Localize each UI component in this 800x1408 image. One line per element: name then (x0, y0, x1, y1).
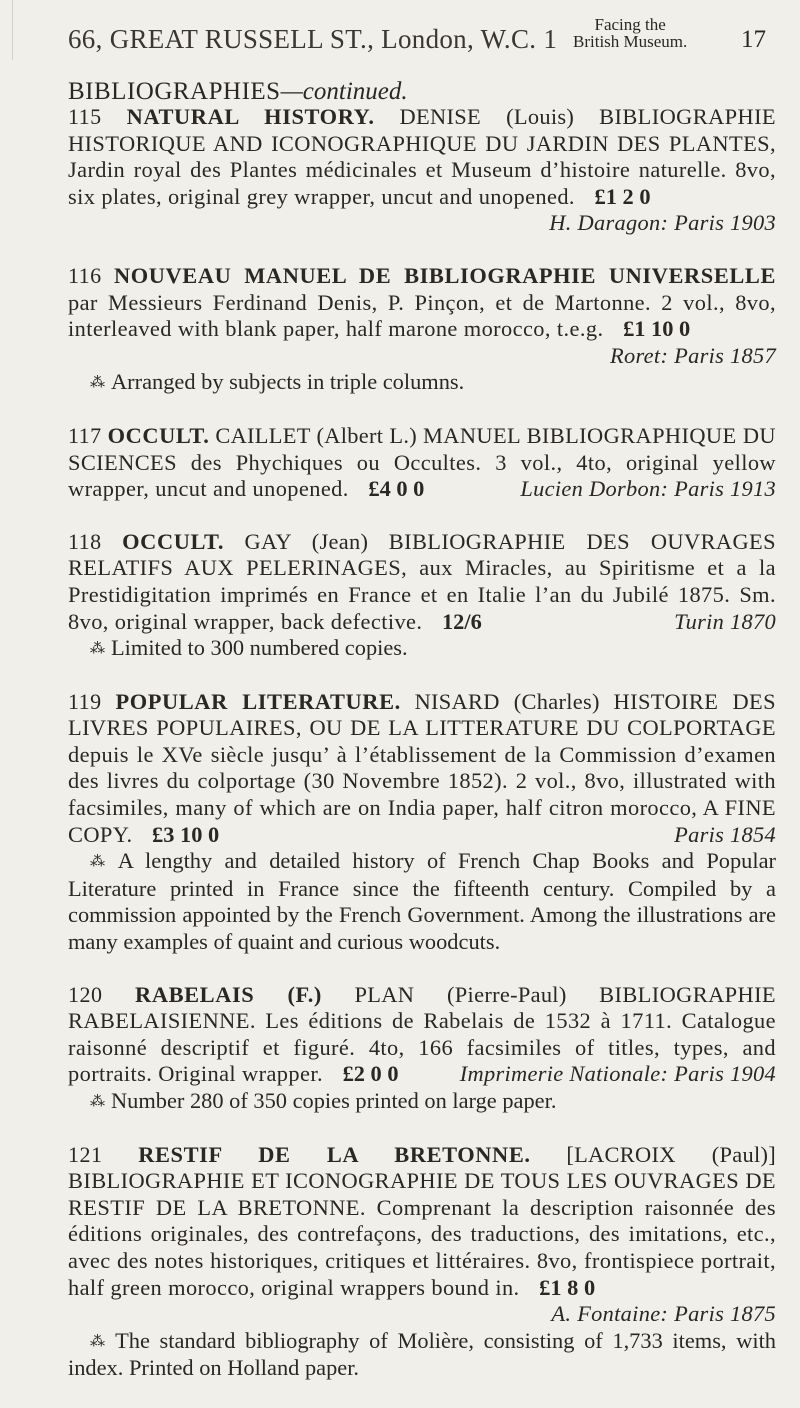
entry-body (68, 262, 776, 368)
entry-note (68, 1328, 776, 1382)
entry-author: PLAN (Pierre-Paul) (354, 981, 567, 1007)
entry-price: £2 0 0 (342, 1061, 399, 1087)
entry-price: £1 2 0 (594, 183, 651, 209)
entry-body (68, 982, 776, 1088)
entry-note (68, 848, 776, 955)
entry-description: par Messieurs Ferdinand Denis, P. Pinçon, et de Martonne. 2 vol., 8vo, interleaved with blank paper, half marone morocco, t.e.g. (68, 289, 776, 342)
entry-body (68, 423, 776, 503)
shop-address: 66, GREAT RUSSELL ST., London, W.C. 1 (68, 24, 558, 54)
asterism-icon: ⁂ (90, 1333, 110, 1350)
catalogue-entry (68, 982, 776, 1116)
entry-note-text: The standard bibliography of Molière, consisting of 1,733 items, with index. Printed on Holland paper. (68, 1327, 777, 1381)
entry-number: 118 (68, 528, 102, 554)
entry-subject: NATURAL HISTORY. (126, 104, 375, 129)
entry-publisher: A. Fontaine: Paris 1875 (551, 1301, 776, 1327)
entry-price: £1 10 0 (623, 316, 691, 342)
facing-line-2: British Museum. (573, 32, 688, 51)
entry-publisher: Turin 1870 (674, 608, 776, 634)
entry-description: BIBLIOGRAPHIE HISTORIQUE AND ICONOGRAPHIQUE DU JARDIN DES PLANTES, Jardin royal des Plantes médicinales et Museum d’histoire naturelle. 8vo, six plates, original grey wrapper, uncut and unopened. (68, 104, 776, 209)
entry-subject: RABELAIS (F.) (135, 981, 322, 1007)
asterism-icon: ⁂ (90, 641, 105, 658)
entry-number: 115 (68, 104, 102, 129)
entry-author: [LACROIX (Paul)] (566, 1141, 776, 1167)
entry-description: MANUEL BIBLIOGRAPHIQUE DU SCIENCES des Phychiques ou Occultes. 3 vol., 4to, original yellow wrapper, uncut and unopened. (68, 422, 776, 502)
entry-publisher: Roret: Paris 1857 (610, 342, 776, 368)
asterism-icon: ⁂ (90, 854, 112, 871)
entry-note-text: Arranged by subjects in triple columns. (111, 369, 465, 395)
catalogue-entry (68, 263, 776, 397)
running-head (68, 78, 408, 106)
running-head-label: BIBLIOGRAPHIES (68, 78, 281, 105)
entry-description: BIBLIOGRAPHIE RABELAISIENNE. Les éditions de Rabelais de 1532 à 1711. Catalogue raisonné descriptif et figuré. 4to, 166 facsimiles of titles, types, and portraits. Original wrapper. (68, 981, 776, 1087)
entry-publisher: H. Daragon: Paris 1903 (549, 210, 776, 236)
asterism-icon: ⁂ (90, 375, 105, 392)
page-edge (0, 0, 13, 60)
page-header (68, 6, 766, 64)
entry-body (68, 689, 776, 849)
entry-body (68, 1141, 776, 1327)
catalogue-entry (68, 423, 776, 503)
entries-list (68, 104, 776, 1408)
entry-note (68, 635, 776, 663)
entry-subject: RESTIF DE LA BRETONNE. (138, 1141, 531, 1167)
entry-author: DENISE (Louis) (399, 104, 575, 129)
entry-description: BIBLIOGRAPHIE ET ICONOGRAPHIE DE TOUS LES OUVRAGES DE RESTIF DE LA BRETONNE. Comprenant la description raisonnée des éditions originales, des contrefaçons, des traductions, des imitations, etc., avec des notes historiques, critiques et littéraires. 8vo, frontispiece portrait, half green morocco, original wrappers bound in. (68, 1168, 776, 1300)
catalogue-entry (68, 529, 776, 663)
entry-subject: POPULAR LITERATURE. (115, 688, 401, 714)
entry-price: £1 8 0 (539, 1274, 596, 1300)
entry-body (68, 529, 776, 635)
entry-publisher: Imprimerie Nationale: Paris 1904 (459, 1061, 776, 1087)
entry-author: GAY (Jean) (244, 528, 369, 554)
catalogue-entry (68, 1142, 776, 1382)
entry-note-text: A lengthy and detailed history of French Chap Books and Popular Literature printed in France since the fifteenth century. Compiled by a commission appointed by the French Government. Among the illustrations are many examples of quaint and curious woodcuts. (68, 848, 776, 955)
entry-note (68, 369, 776, 397)
entry-note-text: Limited to 300 numbered copies. (111, 635, 408, 661)
entry-price: 12/6 (441, 608, 482, 634)
catalogue-entry (68, 104, 776, 237)
entry-number: 121 (68, 1141, 103, 1167)
catalogue-entry (68, 689, 776, 956)
entry-note-text: Number 280 of 350 copies printed on large paper. (111, 1088, 557, 1113)
entry-subject: NOUVEAU MANUEL DE BIBLIOGRAPHIE UNIVERSELLE (113, 262, 776, 288)
entry-price: £3 10 0 (152, 821, 220, 847)
facing-note (573, 16, 687, 50)
entry-description: HISTOIRE DES LIVRES POPULAIRES, OU DE LA LITTERATURE DU COLPORTAGE depuis le XVe siècle jusqu’ à l’établissement de la Commission d’examen des livres du colportage (30 Novembre 1852). 2 vol., 8vo, illustrated with facsimiles, many of which are on India paper, half citron morocco, A FINE COPY. (68, 688, 776, 847)
entry-publisher: Lucien Dorbon: Paris 1913 (520, 476, 776, 502)
entry-author: NISARD (Charles) (414, 688, 600, 714)
entry-author: CAILLET (Albert L.) (215, 422, 418, 448)
page-number: 17 (741, 26, 766, 53)
entry-subject: OCCULT. (107, 422, 210, 448)
entry-price: £4 0 0 (368, 476, 425, 502)
entry-body (68, 104, 776, 236)
running-head-continued: —continued. (280, 78, 408, 105)
entry-publisher: Paris 1854 (674, 821, 776, 847)
entry-description: BIBLIOGRAPHIE DES OUVRAGES RELATIFS AUX PELERINAGES, aux Miracles, au Spiritisme et a la Prestidigitation imprimés en France et en Italie l’an du Jubilé 1875. Sm. 8vo, original wrapper, back defective. (68, 528, 776, 634)
entry-number: 120 (68, 981, 103, 1007)
entry-note (68, 1088, 776, 1116)
entry-number: 119 (68, 688, 102, 714)
asterism-icon: ⁂ (90, 1094, 105, 1110)
entry-number: 117 (68, 422, 102, 448)
facing-line-1: Facing the (594, 15, 666, 34)
entry-number: 116 (68, 262, 102, 288)
entry-subject: OCCULT. (122, 528, 225, 554)
